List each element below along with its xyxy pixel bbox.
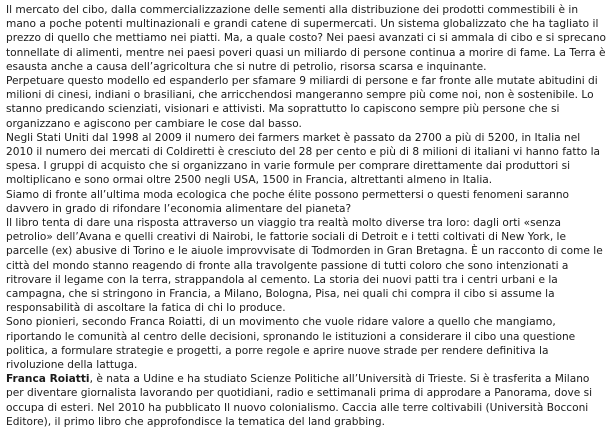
paragraph-pioneers: Sono pionieri, secondo Franca Roiatti, di un movimento che vuole ridare valore a quello che mangiamo, riportando le comunità al centro delle decisioni, spronando le istituzioni a considerare il cibo una questione politica, a formulare strategie e progetti, a porre regole e aprire nuove strade per rendere definitiva la rivoluzione della lattuga. (6, 316, 576, 372)
paragraph-intro: Il mercato del cibo, dalla commercializzazione delle sementi alla distribuzione dei prodotti commestibili è in mano a poche potenti multinazionali e grandi catene di supermercati. Un sistema globalizzato che ha tagliato il prezzo di quello che mettiamo nei piatti. Ma, a quale costo? Nei paesi avanzati ci si ammala di cibo e si sprecano tonnellate di alimenti, mentre nei paesi poveri quasi un miliardo di persone continua a morire di fame. La Terra è esausta anche a causa dell’agricoltura che si nutre di petrolio, risorsa scarsa e inquinante. (6, 4, 607, 73)
paragraph-statistics: Negli Stati Uniti dal 1998 al 2009 il numero dei farmers market è passato da 2700 a più di 5200, in Italia nel 2010 il numero dei mercati di Coldiretti è cresciuto del 28 per cento e più di 8 milioni di italiani vi hanno fatto la spesa. I gruppi di acquisto che si organizzano in varie formule per comprare direttamente dai produttori si moltiplicano e sono ormai oltre 2500 negli USA, 1500 in Francia, altrettanti almeno in Italia. (6, 131, 601, 187)
paragraph-question: Siamo di fronte all’ultima moda ecologica che poche élite possono permettersi o questi fenomeni saranno davvero in grado di rifondare l’economia alimentare del pianeta? (6, 188, 570, 215)
author-bio-text: , è nata a Udine e ha studiato Scienze Politiche all’Università di Trieste. Si è trasferita a Milano per diventare giornalista lavorando per quotidiani, radio e settimanali prima di approdare a Panorama, dove si occupa di esteri. Nel 2010 ha pubblicato Il nuovo colonialismo. Caccia alle terre coltivabili (Università Bocconi Editore), il primo libro che approfondisce la tematica del land grabbing. (6, 373, 593, 428)
paragraph-sustainability: Perpetuare questo modello ed espanderlo per sfamare 9 miliardi di persone e far fronte alle mutate abitudini di milioni di cinesi, indiani o brasiliani, che arricchendosi mangeranno sempre più come noi, non è sostenibile. Lo stanno predicando scienziati, visionari e attivisti. Ma soprattutto lo capiscono sempre più persone che si organizzano e agiscono per cambiare le cose dal basso. (6, 75, 598, 130)
document-body (6, 3, 608, 429)
paragraph-book-journey: Il libro tenta di dare una risposta attraverso un viaggio tra realtà molto diverse tra loro: dagli orti «senza petrolio» dell’Avana e quelli creativi di Nairobi, le fattorie sociali di Detroit e i tetti coltivati di New York, le parcelle (ex) abusive di Torino e le aiuole improvvisate di Todmorden in Gran Bretagna. È un racconto di come le città del mondo stanno reagendo di fronte alla travolgente passione di tutti coloro che sono intenzionati a ritrovare il legame con la terra, strappandola al cemento. La storia dei nuovi patti tra i centri urbani e la campagna, che si stringono in Francia, a Milano, Bologna, Pisa, nei quali chi compra il cibo si assume la responsabilità di ascoltare la fatica di chi lo produce. (6, 217, 603, 315)
author-name: Franca Roiatti (6, 373, 90, 386)
paragraph-author-bio (6, 372, 608, 429)
